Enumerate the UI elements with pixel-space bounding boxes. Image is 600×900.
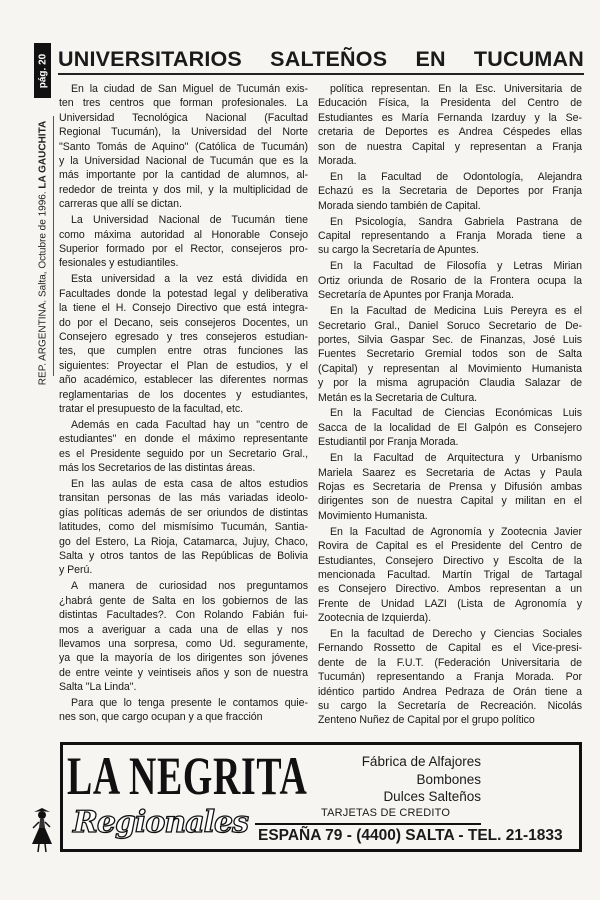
publication-name: LA GAUCHITA <box>37 120 49 189</box>
ad-product: Fábrica de Alfajores <box>361 754 481 769</box>
text-line: Educación Física, la Presidenta del Centro de <box>318 97 582 110</box>
text-line: ya que la mayoría de los dirigentes son jóvenes <box>59 652 308 665</box>
text-line: tratar el presupuesto de la facultad, etc. <box>59 402 243 415</box>
text-line: reglamentarias de los docentes y estudiantes, <box>59 388 308 401</box>
text-line: carreras que allí se dictan. <box>59 198 182 211</box>
text-line: A manera de curiosidad nos preguntamos <box>71 580 308 593</box>
text-line: su cargo la Secretaría de Recreación. Nicolás <box>318 700 582 713</box>
text-line: Superior formado por el Rector, consejeros pro- <box>59 242 308 255</box>
text-line: En la Facultad de Arquitectura y Urbanismo <box>330 452 582 465</box>
text-line: Zenteno Nuñez de Capital por el grupo político <box>318 714 535 727</box>
text-line: En la Facultad de Odontología, Alejandra <box>330 170 582 183</box>
paragraph <box>318 627 582 728</box>
text-line: En la ciudad de San Miguel de Tucumán exis- <box>71 83 308 95</box>
text-line: más importante por la cantidad de alumnos, al- <box>59 169 308 182</box>
text-line: La Universidad Nacional de Tucumán tiene <box>71 214 308 227</box>
text-line: distintas Facultades?. Con Rolando Fabián fui- <box>59 609 308 622</box>
text-line: Facultades donde la potestad legal y deliberativa <box>59 287 308 300</box>
text-line: Universidad Tecnológica Nacional (Facultad <box>59 111 308 124</box>
text-line: Echazú es la Secretaria de Deportes por Franja <box>318 185 582 198</box>
text-line: ¿habrá gente de Salta en los gobiernos de las <box>59 594 308 607</box>
text-line: go del Estero, La Rioja, Catamarca, Jujuy, Chaco, <box>59 535 308 548</box>
text-line: Salta "La Linda". <box>59 681 137 694</box>
text-line: año académico, establecer las diferentes normas <box>59 374 308 387</box>
text-line: En la Facultad de Filosofía y Letras Mirian <box>330 260 582 273</box>
paragraph <box>318 304 582 405</box>
text-line: Morada. <box>318 155 357 168</box>
text-line: ten tres centros que forman profesionales. La <box>59 97 308 110</box>
paragraph <box>59 696 308 725</box>
text-line: idéntico partido Andrea Pedraza de Orán tiene a <box>318 685 582 698</box>
text-line: Además en cada Facultad hay un "centro de <box>71 418 308 431</box>
text-line: portes, Silvia Gaspar Sec. de Finanzas, José Luis <box>318 333 582 346</box>
title-divider <box>58 73 584 75</box>
page-number: pág. 20 <box>37 53 48 88</box>
text-line: Frente de Unidad LAZI (Lista de Agronomía y <box>318 597 582 610</box>
ad-divider <box>255 823 481 825</box>
text-line: Salta y otros tantos de las Repúblicas de Bolivia <box>59 550 308 562</box>
paragraph <box>318 82 582 168</box>
text-line: y Perú. <box>59 564 93 577</box>
ad-credit-cards: TARJETAS DE CREDITO <box>321 807 451 819</box>
article-title: UNIVERSITARIOS SALTEÑOS EN TUCUMAN <box>58 47 584 71</box>
text-line: son de nuestra Capital y representan a Franja <box>318 140 582 153</box>
text-line: Rovira de Capital es el Presidente del Centro de <box>318 540 582 553</box>
text-line: mos a averiguar a cada una de ellas y nos <box>59 623 308 636</box>
dateline: REP. ARGENTINA. Salta, Octubre de 1996. <box>37 191 49 386</box>
text-line: (Capital) y representan al Movimiento Humanista <box>318 362 582 375</box>
text-line: Estudiantes, Consejero Directivo y Escolta de la <box>318 554 582 567</box>
paragraph <box>318 406 582 449</box>
paragraph <box>59 418 308 476</box>
text-line: es el Presidente seguido por un Secretario Gral., <box>59 447 308 460</box>
paragraph <box>59 213 308 271</box>
paragraph <box>318 525 582 626</box>
paragraph <box>59 272 308 416</box>
text-line: En la Facultad de Ciencias Económicas Luis <box>330 407 582 420</box>
dateline-sidebar <box>35 100 51 406</box>
text-line: Capital representando a Franja Morada tiene a <box>318 230 582 243</box>
text-line: En las aulas de esta casa de altos estudios <box>71 477 308 490</box>
text-line: fesionales y estudiantiles. <box>59 257 179 270</box>
text-line: cretaria de Deportes es Andrea Céspedes ellas <box>318 126 582 139</box>
ad-script-logo: Regionales <box>73 805 249 840</box>
page-number-badge <box>34 43 51 98</box>
article-column-left <box>59 82 308 726</box>
text-line: En la facultad de Derecho y Ciencias Sociales <box>330 628 582 641</box>
text-line: Estudiantes es María Fernanda Izarduy y la Se- <box>318 111 582 124</box>
text-line: como máxima autoridad al Honorable Consejo <box>59 228 308 241</box>
text-line: En la Facultad de Medicina Luis Pereyra es el <box>330 305 582 318</box>
text-line: Secretario Gral., Daniel Soruco Secretario de De- <box>318 319 582 332</box>
text-line: Zootecnia de Izquierda). <box>318 612 432 625</box>
ad-brand-name: LA NEGRITA <box>67 746 308 806</box>
text-line: Secretaría de Apuntes por Franja Morada. <box>318 289 514 302</box>
text-line: estudiantes" en donde el máximo representante <box>59 433 308 446</box>
text-line: dente de la F.U.T. (Federación Universitaria de <box>318 656 582 669</box>
paragraph <box>59 82 308 212</box>
paragraph <box>59 477 308 578</box>
text-line: siguientes: Proyectar el Plan de estudios, y el <box>59 359 308 372</box>
text-line: Mariela Saarez es Secretaria de Actas y Paula <box>318 466 582 479</box>
paragraph <box>318 170 582 213</box>
text-line: política representan. En la Esc. Universitaria de <box>330 83 582 95</box>
girl-figure-icon <box>30 806 54 856</box>
paragraph <box>318 451 582 523</box>
text-line: y la Universidad Nacional de Tucumán que es la <box>59 155 308 168</box>
text-line: mencionada Facultad. Martín Trigal de Tartagal <box>318 568 582 581</box>
text-line: Movimiento Humanista. <box>318 509 428 522</box>
text-line: Para que lo tenga presente le contamos quie- <box>71 697 308 710</box>
text-line: y por la misma agrupación Claudia Salazar de <box>318 377 582 390</box>
text-line: En Psicología, Sandra Gabriela Pastrana de <box>330 215 582 228</box>
text-line: dirigentes son de nuestra Capital y militan en el <box>318 495 582 508</box>
text-line: Ortiz oriunda de Rosario de la Frontera ocupa la <box>318 274 582 287</box>
text-line: En la Facultad de Agronomía y Zootecnia Javier <box>330 525 582 538</box>
text-line: Sacca de la localidad de El Galpón es Consejero <box>318 421 582 434</box>
text-line: Tucumán) representando a Franja Morada. Por <box>318 671 582 684</box>
text-line: Fernando Rossetto de Capital es el Vice-presi- <box>318 642 582 655</box>
text-line: es Consejero Directivo. Ambos representan a un <box>318 583 582 596</box>
text-line: rededor de treinta y dos mil, y la multiplicidad de <box>59 183 308 196</box>
ad-product: Dulces Salteños <box>383 789 481 804</box>
text-line: gías políticas además de ser oriundos de distintas <box>59 506 308 519</box>
ad-address: ESPAÑA 79 - (4400) SALTA - TEL. 21-1833 <box>258 827 563 844</box>
text-line: Morada siendo también de Capital. <box>318 199 481 212</box>
text-line: más los Secretarios de las distintas áreas. <box>59 462 256 475</box>
article-column-right <box>318 82 582 729</box>
text-line: Esta universidad a la vez está dividida en <box>71 273 308 286</box>
paragraph <box>318 215 582 258</box>
text-line: transitan personas de las más variadas ideolo- <box>59 492 308 505</box>
text-line: Consejero egresado y tres consejeros estudian- <box>59 330 308 343</box>
text-line: do por el Decano, seis consejeros Docentes, un <box>59 316 308 329</box>
text-line: nes son, que cargo ocupan y a que fracción <box>59 711 263 724</box>
text-line: su cargo la Secretaría de Apuntes. <box>318 244 479 257</box>
advertisement <box>60 742 582 852</box>
text-line: de entre veinte y veintiseis años y son de nuestra <box>59 666 308 679</box>
text-line: latitudes, como del mismísimo Tucumán, Santia- <box>59 521 308 534</box>
text-line: Fuentes Secretario Gremial todos son de Salta <box>318 348 582 361</box>
margin-rule <box>53 116 54 376</box>
text-line: llevamos una sorpresa, como Ud. seguramente, <box>59 637 308 650</box>
text-line: Rojas es Secretaria de Prensa y Difusión ambas <box>318 480 582 493</box>
text-line: la tiene el H. Consejo Directivo que está integra- <box>59 302 308 315</box>
ad-products <box>362 753 481 806</box>
ad-product: Bombones <box>416 771 481 787</box>
text-line: Estudiantil por Franja Morada. <box>318 436 459 449</box>
paragraph <box>59 579 308 694</box>
text-line: "Santo Tomás de Aquino" (Católica de Tucumán) <box>59 140 308 153</box>
text-line: Regional Tucumán), la Universidad del Norte <box>59 126 308 139</box>
paragraph <box>318 259 582 302</box>
text-line: tes, que cumplen entre otras funciones las <box>59 345 308 358</box>
text-line: Metán es la Secretaria de Cultura. <box>318 391 478 404</box>
